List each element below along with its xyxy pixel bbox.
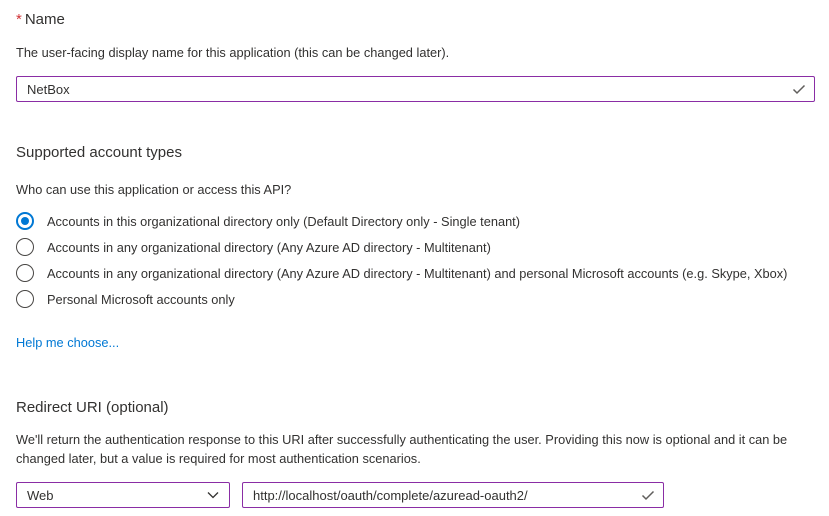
radio-button-icon[interactable] xyxy=(16,212,34,230)
chevron-down-icon xyxy=(206,488,220,502)
radio-label: Personal Microsoft accounts only xyxy=(47,291,235,307)
radio-multitenant-personal[interactable] xyxy=(16,260,815,286)
radio-button-icon[interactable] xyxy=(16,238,34,256)
required-asterisk: * xyxy=(16,11,22,28)
redirect-uri-description: We'll return the authentication response to this URI after successfully authenticating the user. Providing this now is optional and it can be changed later, but a value is required for most authentication scenarios. xyxy=(16,432,788,466)
name-input[interactable] xyxy=(16,76,815,102)
radio-button-icon[interactable] xyxy=(16,290,34,308)
account-types-question: Who can use this application or access this API? xyxy=(16,182,292,197)
name-section-heading xyxy=(16,10,815,30)
name-input-wrap xyxy=(16,76,815,102)
radio-label: Accounts in any organizational directory (Any Azure AD directory - Multitenant) xyxy=(47,239,491,255)
platform-select-value: Web xyxy=(27,487,54,503)
name-description: The user-facing display name for this application (this can be changed later). xyxy=(16,45,450,60)
radio-button-icon[interactable] xyxy=(16,264,34,282)
radio-single-tenant[interactable] xyxy=(16,208,815,234)
uri-input-wrap xyxy=(242,482,664,508)
redirect-uri-controls xyxy=(16,482,815,508)
radio-label: Accounts in any organizational directory (Any Azure AD directory - Multitenant) and personal Microsoft accounts (e.g. Skype, Xbox) xyxy=(47,265,788,281)
account-types-radio-group xyxy=(16,208,815,312)
account-types-heading: Supported account types xyxy=(16,144,182,161)
radio-label: Accounts in this organizational directory only (Default Directory only - Single tenant) xyxy=(47,213,520,229)
name-heading-label: Name xyxy=(24,11,65,28)
redirect-uri-heading: Redirect URI (optional) xyxy=(16,399,169,416)
radio-personal-only[interactable] xyxy=(16,286,815,312)
redirect-uri-input[interactable] xyxy=(242,482,664,508)
platform-select[interactable] xyxy=(16,482,230,508)
help-me-choose-link[interactable]: Help me choose... xyxy=(16,335,120,350)
radio-multitenant[interactable] xyxy=(16,234,815,260)
